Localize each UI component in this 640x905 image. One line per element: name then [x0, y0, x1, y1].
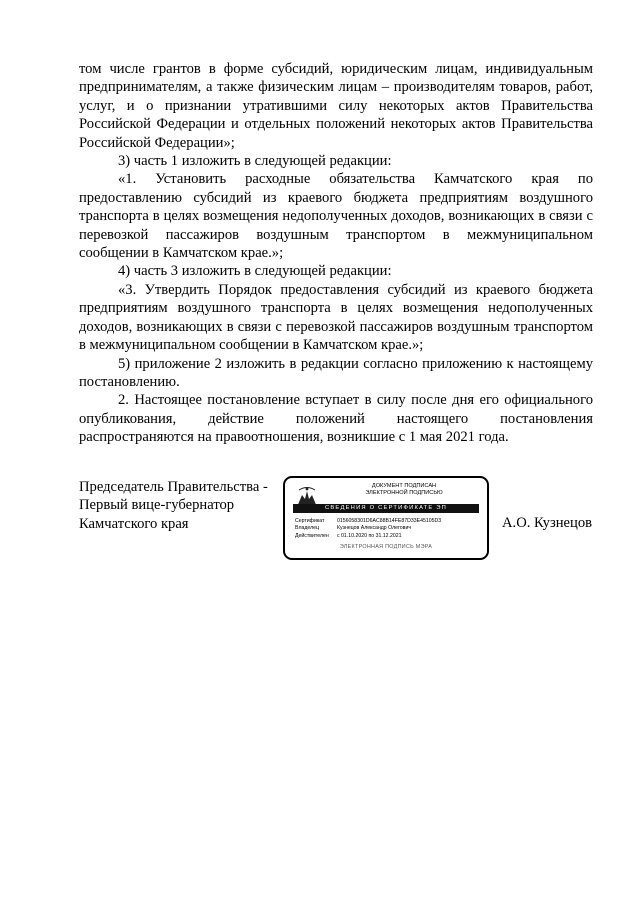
stamp-footer: ЭЛЕКТРОННАЯ ПОДПИСЬ МЭРА [339, 544, 433, 550]
paragraph-clause-2: 2. Настоящее постановление вступает в силу после дня его официального опубликования, действие положений настоящего постановления распространяются на правоотношения, возникшие с 1 мая 2021 года. [79, 392, 593, 446]
stamp-row-certificate [295, 518, 485, 525]
paragraph-item-5: 5) приложение 2 изложить в редакции согласно приложению к настоящему постановлению. [79, 355, 593, 390]
stamp-header-line: ДОКУМЕНТ ПОДПИСАН [371, 483, 437, 489]
stamp-row-label: Владелец [295, 525, 319, 532]
electronic-signature-stamp [283, 476, 489, 560]
stamp-row-value: 0156058301D6AC88B14FE87D33E45105D3 [337, 518, 442, 524]
stamp-header [323, 483, 485, 497]
signer-name: А.О. Кузнецов [502, 515, 593, 531]
stamp-row-label: Действителен [295, 532, 329, 539]
paragraph-item-4: 4) часть 3 изложить в следующей редакции: [118, 263, 392, 280]
signer-position-line: Председатель Правительства - [79, 479, 268, 495]
paragraph-item-4-quote: «3. Утвердить Порядок предоставления субсидий из краевого бюджета предприятиям воздушного транспорта в целях возмещения недополученных доходов, возникающих в связи с перевозкой пассажиров воздушным транспортом в межмуниципальном сообщении в Камчатском крае.»; [79, 281, 593, 354]
stamp-header-line: ЭЛЕКТРОННОЙ ПОДПИСЬЮ [365, 490, 443, 496]
signer-position-line: Первый вице-губернатор [79, 497, 235, 514]
signer-position-line: Камчатского края [79, 515, 189, 532]
paragraph-item-3-quote: «1. Установить расходные обязательства Камчатского края по предоставлению субсидий из краевого бюджета предприятиям воздушного транспорта в целях возмещения недополученных доходов, возникающих в связи с перевозкой пассажиров воздушным транспортом в межмуниципальном сообщении в Камчатском крае.»; [79, 171, 593, 262]
stamp-row-label: Сертификат [295, 518, 325, 524]
signer-position [79, 478, 268, 533]
paragraph-item-3: 3) часть 1 изложить в следующей редакции: [118, 153, 392, 170]
document-body [79, 60, 593, 447]
stamp-row-value: Кузнецов Александр Олегович [337, 525, 412, 532]
stamp-row-value: с 01.10.2020 по 31.12.2021 [337, 532, 402, 539]
stamp-row-owner [295, 525, 485, 532]
stamp-title-bar: СВЕДЕНИЯ О СЕРТИФИКАТЕ ЭП [293, 504, 479, 513]
stamp-row-validity [295, 533, 485, 540]
stamp-details [295, 518, 485, 540]
paragraph-continuation: том числе грантов в форме субсидий, юридическим лицам, индивидуальным предпринимателям, а также физическим лицам – производителям товаров, работ, услуг, и о признании утратившими силу некоторых актов Правительства Российской Федерации и отдельных положений некоторых актов Правительства Российской Федерации»; [79, 61, 593, 151]
